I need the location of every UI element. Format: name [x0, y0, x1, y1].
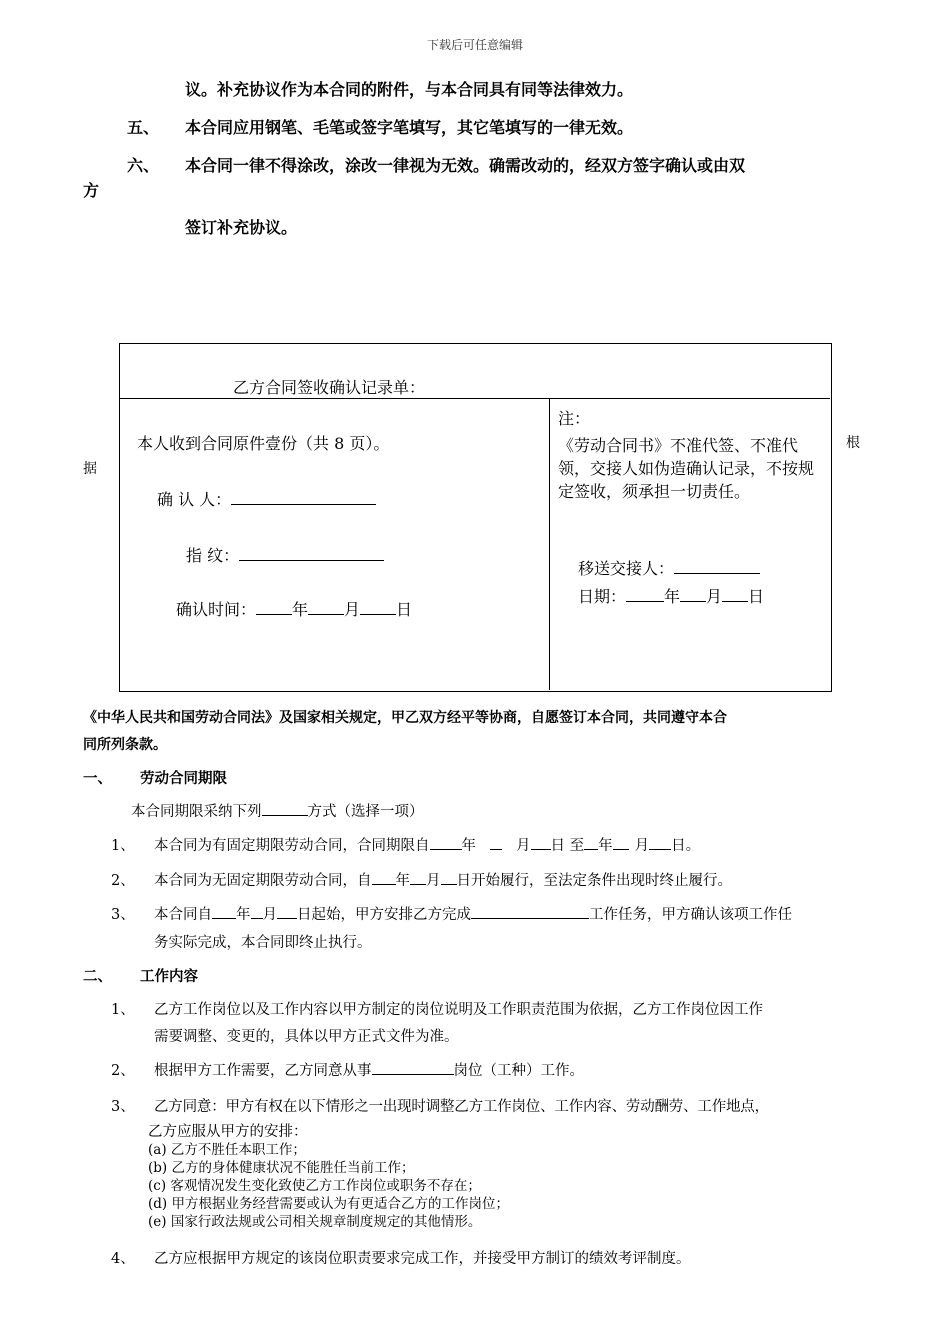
date-month-label: 月	[706, 587, 723, 606]
note-title: 注：	[558, 409, 591, 428]
task-name-blank[interactable]	[471, 904, 589, 919]
work-item-1-number: 1、	[111, 1002, 135, 1018]
task-year-label: 年	[236, 907, 251, 923]
receipt-column-divider	[549, 398, 550, 690]
term-item-2-text: 本合同为无固定期限劳动合同，自	[154, 873, 372, 889]
work-item-2-suffix: 岗位（工种）工作。	[453, 1063, 584, 1079]
open-year-label: 年	[395, 873, 410, 889]
position-blank[interactable]	[372, 1060, 454, 1075]
handover-blank[interactable]	[674, 559, 760, 574]
term-item-3-number: 3、	[111, 907, 135, 923]
fixed-end-month-label: 月	[634, 838, 650, 854]
case-e: (e) 国家行政法规或公司相关规章制度规定的其他情形。	[148, 1214, 482, 1230]
item-5-number: 五、	[127, 118, 160, 137]
case-a: (a) 乙方不胜任本职工作；	[148, 1142, 306, 1158]
fingerprint-label: 指 纹：	[186, 546, 240, 565]
fixed-start-year-blank[interactable]	[430, 835, 462, 850]
term-item-3	[154, 903, 792, 924]
date-day-label: 日	[748, 587, 765, 606]
fixed-year-label: 年	[461, 838, 476, 854]
handover-field	[578, 556, 760, 579]
fingerprint-blank[interactable]	[239, 546, 384, 561]
section-2-title: 工作内容	[140, 968, 198, 985]
year-label: 年	[292, 600, 309, 619]
term-item-2-number: 2、	[111, 873, 135, 889]
supplement-line: 议。补充协议作为本合同的附件，与本合同具有同等法律效力。	[185, 80, 634, 99]
confirm-month-blank[interactable]	[308, 600, 344, 615]
item-6-continuation: 签订补充协议。	[185, 218, 298, 237]
side-label-left: 据	[83, 461, 97, 477]
fingerprint-field	[186, 543, 384, 566]
open-day-blank[interactable]	[441, 870, 457, 885]
intro-line-2: 同所列条款。	[83, 737, 167, 753]
item-6-number: 六、	[127, 156, 160, 175]
task-day-blank[interactable]	[277, 904, 297, 919]
open-year-blank[interactable]	[372, 870, 396, 885]
intro-line-1: 《中华人民共和国劳动合同法》及国家相关规定，甲乙双方经平等协商，自愿签订本合同，共同遵守本合	[83, 710, 727, 726]
case-b: (b) 乙方的身体健康状况不能胜任当前工作；	[148, 1160, 415, 1176]
task-year-blank[interactable]	[212, 904, 236, 919]
fixed-day-to-label: 日 至	[550, 838, 585, 854]
fixed-start-day-blank[interactable]	[531, 835, 551, 850]
fixed-end-year-label: 年	[598, 838, 613, 854]
confirm-time-field	[176, 597, 412, 620]
confirm-day-blank[interactable]	[360, 600, 396, 615]
open-day-label: 日开始履行，至法定条件出现时终止履行。	[456, 873, 732, 889]
handover-label: 移送交接人：	[578, 559, 675, 578]
fixed-end-day-label: 日。	[671, 838, 701, 854]
task-month-blank[interactable]	[251, 904, 263, 919]
date-field	[578, 584, 764, 607]
confirmer-blank[interactable]	[231, 490, 376, 505]
term-item-2	[154, 869, 732, 890]
work-item-3-line-2: 乙方应服从甲方的安排：	[148, 1124, 308, 1140]
work-item-1-line-1: 乙方工作岗位以及工作内容以甲方制定的岗位说明及工作职责范围为依据，乙方工作岗位因工作	[154, 1002, 763, 1018]
confirmer-label: 确 认 人：	[157, 490, 232, 509]
confirm-year-blank[interactable]	[256, 600, 292, 615]
fixed-month-label: 月	[516, 838, 531, 854]
term-item-3-text: 本合同自	[154, 907, 212, 923]
task-month-label: 月	[262, 907, 277, 923]
date-label: 日期：	[578, 587, 627, 606]
section-1-number: 一、	[83, 770, 112, 787]
term-method-blank[interactable]	[262, 801, 308, 816]
item-6-text: 本合同一律不得涂改，涂改一律视为无效。确需改动的，经双方签字确认或由双	[185, 156, 746, 175]
confirm-time-label: 确认时间：	[176, 600, 257, 619]
work-item-1-line-2: 需要调整、变更的，具体以甲方正式文件为准。	[154, 1029, 459, 1045]
open-month-label: 月	[426, 873, 441, 889]
case-c: (c) 客观情况发生变化致使乙方工作岗位或职务不存在；	[148, 1178, 481, 1194]
fixed-end-month-blank[interactable]	[613, 835, 629, 850]
date-year-label: 年	[664, 587, 681, 606]
confirmer-field	[157, 487, 376, 510]
work-item-2	[154, 1059, 584, 1080]
work-item-2-number: 2、	[111, 1063, 135, 1079]
work-item-3-number: 3、	[111, 1099, 135, 1115]
date-day-blank[interactable]	[722, 587, 748, 602]
task-confirm-label: 工作任务，甲方确认该项工作任	[589, 907, 792, 923]
date-year-blank[interactable]	[626, 587, 664, 602]
note-text: 《劳动合同书》不准代签、不准代领，交接人如伪造确认记录，不按规定签收，须承担一切责任。	[558, 436, 815, 501]
fixed-end-year-blank[interactable]	[584, 835, 598, 850]
date-month-blank[interactable]	[680, 587, 706, 602]
fixed-start-month-blank[interactable]	[490, 835, 502, 850]
open-month-blank[interactable]	[410, 870, 426, 885]
page-header: 下载后可任意编辑	[426, 38, 523, 52]
month-label: 月	[344, 600, 361, 619]
day-label: 日	[396, 600, 413, 619]
term-item-1	[154, 834, 700, 855]
receipt-table	[119, 343, 832, 692]
work-item-2-text: 根据甲方工作需要，乙方同意从事	[154, 1063, 372, 1079]
side-label-right: 根	[846, 435, 860, 451]
term-item-3-continuation: 务实际完成，本合同即终止执行。	[154, 935, 372, 951]
work-item-4-text: 乙方应根据甲方规定的该岗位职责要求完成工作，并接受甲方制订的绩效考评制度。	[154, 1251, 691, 1267]
section-1-intro	[131, 800, 424, 821]
receipt-title-divider	[119, 398, 830, 399]
item-6-wrap: 方	[83, 181, 100, 200]
section-2-number: 二、	[83, 968, 112, 985]
case-d: (d) 甲方根据业务经营需要或认为有更适合乙方的工作岗位；	[148, 1196, 509, 1212]
received-statement: 本人收到合同原件壹份（共 8 页）。	[137, 434, 390, 453]
term-method-suffix: 方式（选择一项）	[307, 804, 424, 820]
term-method-label: 本合同期限采纳下列	[131, 804, 262, 820]
item-5-text: 本合同应用钢笔、毛笔或签字笔填写，其它笔填写的一律无效。	[185, 118, 634, 137]
term-item-1-number: 1、	[111, 838, 135, 854]
receipt-title: 乙方合同签收确认记录单：	[233, 378, 426, 397]
term-item-1-text: 本合同为有固定期限劳动合同，合同期限自	[154, 838, 430, 854]
fixed-end-day-blank[interactable]	[649, 835, 671, 850]
work-item-4-number: 4、	[111, 1251, 135, 1267]
section-1-title: 劳动合同期限	[140, 770, 227, 787]
task-assign-label: 日起始，甲方安排乙方完成	[297, 907, 471, 923]
work-item-3-line-1: 乙方同意：甲方有权在以下情形之一出现时调整乙方工作岗位、工作内容、劳动酬劳、工作地点，	[154, 1099, 769, 1115]
